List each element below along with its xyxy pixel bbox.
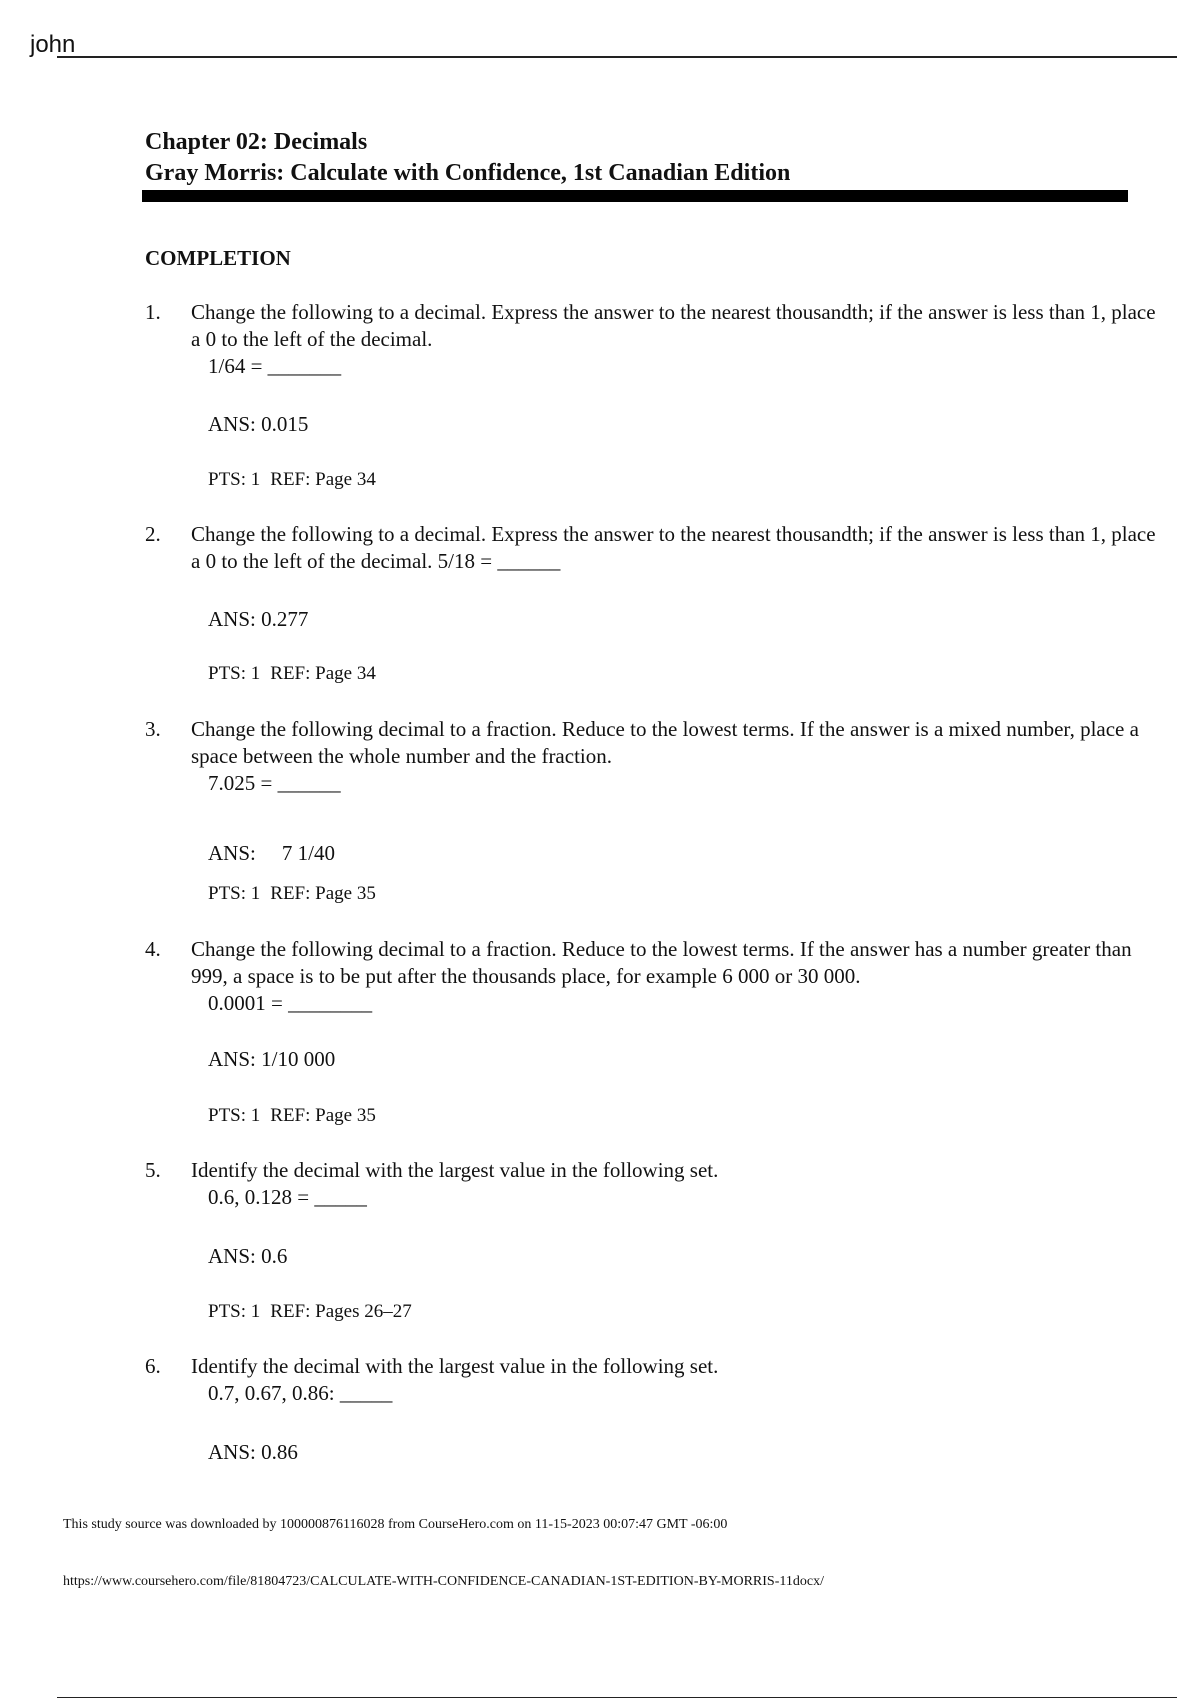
- points-reference: [208, 661, 376, 686]
- question-prompt: Change the following decimal to a fraction. Reduce to the lowest terms. If the answer has a number greater than 999, a space is to be put after the thousands place, for example 6 000 or 30 000.: [191, 937, 1132, 988]
- points: PTS: 1: [208, 469, 261, 490]
- question-prompt: Change the following to a decimal. Express the answer to the nearest thousandth; if the answer is less than 1, place a 0 to the left of the decimal. 5/18 = ______: [191, 522, 1156, 573]
- reference: REF: Page 35: [270, 1105, 376, 1126]
- bottom-divider: [57, 1697, 1177, 1698]
- title-rule: [142, 190, 1128, 202]
- points-reference: [208, 881, 376, 906]
- user-name: john: [30, 31, 76, 58]
- answer-line: [208, 840, 335, 867]
- question-prompt: Identify the decimal with the largest value in the following set.: [191, 1158, 719, 1182]
- answer-value: 0.6: [261, 1244, 288, 1268]
- header-divider: [57, 56, 1177, 58]
- book-title: Gray Morris: Calculate with Confidence, 1st Canadian Edition: [145, 160, 791, 186]
- answer-line: [208, 606, 308, 633]
- points-reference: [208, 1299, 412, 1324]
- question-text: [191, 1157, 1161, 1211]
- question-prompt: Change the following to a decimal. Express the answer to the nearest thousandth; if the answer is less than 1, place a 0 to the left of the decimal.: [191, 300, 1156, 351]
- answer-label: ANS:: [208, 1047, 256, 1071]
- title-block: [145, 127, 790, 189]
- answer-line: [208, 1243, 287, 1270]
- answer-value: 1/10 000: [261, 1047, 336, 1071]
- answer-label: ANS:: [208, 1244, 256, 1268]
- question-text: [191, 299, 1161, 380]
- question-number: 5.: [145, 1158, 161, 1182]
- download-notice: This study source was downloaded by 100000876116028 from CourseHero.com on 11-15-2023 00:07:47 GMT -06:00: [63, 1517, 728, 1532]
- answer-value: 7 1/40: [281, 841, 335, 865]
- points-reference: [208, 467, 376, 492]
- answer-label: ANS:: [208, 841, 256, 865]
- reference: REF: Page 34: [270, 663, 376, 684]
- question-expression: 7.025 = ______: [208, 771, 341, 795]
- reference: REF: Pages 26–27: [270, 1301, 412, 1322]
- answer-line: [208, 411, 308, 438]
- question-number: 4.: [145, 937, 161, 961]
- section-heading: COMPLETION: [145, 246, 291, 270]
- question-number: 2.: [145, 522, 161, 546]
- answer-line: [208, 1439, 298, 1466]
- chapter-title: Chapter 02: Decimals: [145, 129, 368, 155]
- answer-line: [208, 1046, 335, 1073]
- question-text: [191, 936, 1161, 1017]
- question-expression: 0.6, 0.128 = _____: [208, 1185, 367, 1209]
- points: PTS: 1: [208, 1301, 261, 1322]
- question-expression: 1/64 = _______: [208, 354, 342, 378]
- question-number: 1.: [145, 300, 161, 324]
- question-text: [191, 521, 1161, 575]
- question-number: 3.: [145, 717, 161, 741]
- source-url: https://www.coursehero.com/file/81804723/CALCULATE-WITH-CONFIDENCE-CANADIAN-1ST-EDITION-BY-MORRIS-11docx/: [63, 1574, 824, 1589]
- question-expression: 0.0001 = ________: [208, 991, 373, 1015]
- answer-value: 0.86: [261, 1440, 298, 1464]
- answer-value: 0.015: [261, 412, 309, 436]
- question-prompt: Identify the decimal with the largest value in the following set.: [191, 1354, 719, 1378]
- points: PTS: 1: [208, 1105, 261, 1126]
- question-number: 6.: [145, 1354, 161, 1378]
- question-text: [191, 716, 1161, 797]
- question-prompt: Change the following decimal to a fraction. Reduce to the lowest terms. If the answer is a mixed number, place a space between the whole number and the fraction.: [191, 717, 1139, 768]
- question-text: [191, 1353, 1161, 1407]
- answer-label: ANS:: [208, 412, 256, 436]
- answer-label: ANS:: [208, 607, 256, 631]
- points-reference: [208, 1103, 376, 1128]
- answer-value: 0.277: [261, 607, 309, 631]
- reference: REF: Page 35: [270, 883, 376, 904]
- question-expression: 0.7, 0.67, 0.86: _____: [208, 1381, 393, 1405]
- reference: REF: Page 34: [270, 469, 376, 490]
- points: PTS: 1: [208, 883, 261, 904]
- answer-label: ANS:: [208, 1440, 256, 1464]
- points: PTS: 1: [208, 663, 261, 684]
